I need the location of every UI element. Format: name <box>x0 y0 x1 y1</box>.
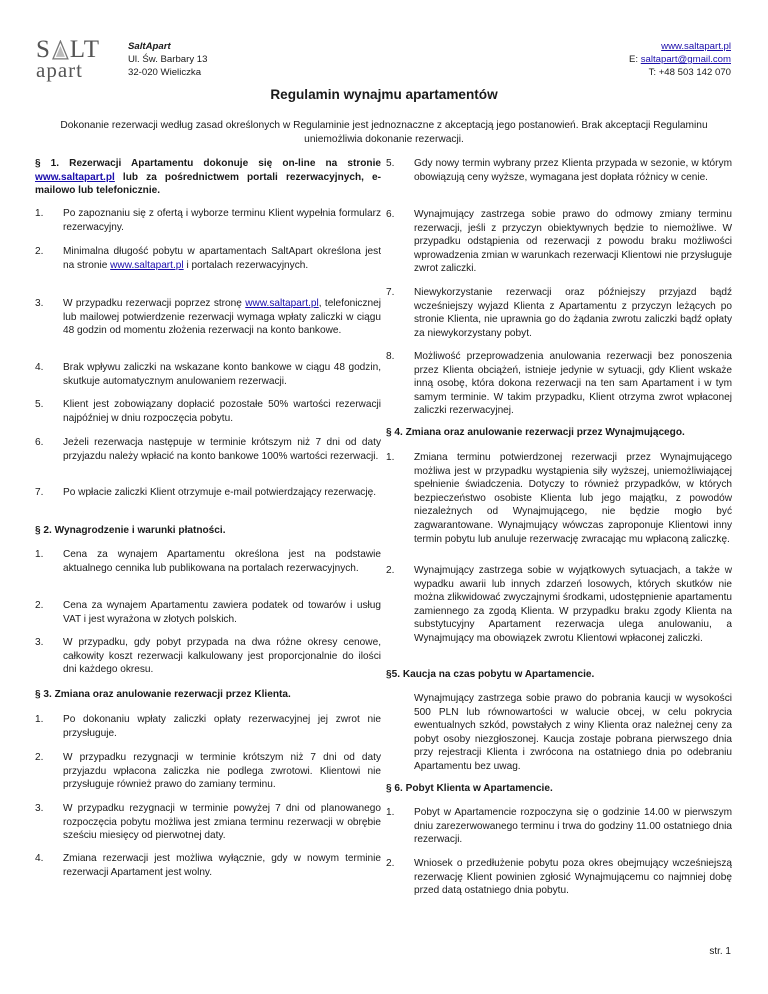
s4-item-2 <box>386 564 732 646</box>
item-text: Wynajmujący zastrzega sobie w wyjątkowych sytuacjach, a także w wypadku awarii lub innych zdarzeń losowych, których skutków nie można zlikwidować zwyczajnymi środkami, udostępnienie apartamentu zamiennego za zgodą Klienta. W przypadku braku zgody Klienta na substytucyjny Apartament rezerwacja ulega anulowaniu, a Wynajmujący ma obowiązek zwrotu Klientowi wpłaconej zaliczki. <box>414 565 732 644</box>
item-number: 3. <box>35 298 44 309</box>
s3-item-4 <box>35 852 381 879</box>
section-5-paragraph: Wynajmujący zastrzega sobie prawo do pobrania kaucji w wysokości 500 PLN lub równowartości w walucie obcej, w celu pokrycia ewentualnych szkód, powstałych z winy Klienta oraz należnej ceny za pobyt osoby niezgłoszonej. Kaucja zostaje pobrana pierwszego dnia przy rejestracji Klienta i zwrócona na ostatniego dnia po odebraniu Apartamentu bez uwag. <box>414 693 732 772</box>
s1-item-5 <box>35 398 381 425</box>
item-text: Zmiana rezerwacji jest możliwa wyłącznie, gdy w nowym terminie rezerwacji Apartament jest wolny. <box>63 853 381 878</box>
s1-item-2 <box>35 245 381 272</box>
s2-item-1 <box>35 548 381 575</box>
item-text <box>63 297 381 338</box>
section-1-heading <box>35 157 381 198</box>
logo-text-lt: LT <box>69 36 100 63</box>
s1-item-3-website-link[interactable]: www.saltapart.pl <box>245 298 319 309</box>
item-number: 6. <box>386 209 395 220</box>
item-number: 1. <box>35 714 44 725</box>
s4-item-1 <box>386 451 732 546</box>
item-text: Możliwość przeprowadzenia anulowania rezerwacji bez ponoszenia przez Klienta obciążeń, istnieje jedynie w sytuacji, gdy Klient wskaże inną osobę, która dokona rezerwacji na ten sam Apartament i w tym samym terminie. W takim przypadku, Klient otrzyma zwrot wpłaconej zaliczki rezerwacyjnej. <box>414 351 732 417</box>
item-text: Klient jest zobowiązany dopłacić pozostałe 50% wartości rezerwacji najpóźniej w dniu rozpoczęcia pobytu. <box>63 399 381 424</box>
s3-item-2 <box>35 751 381 792</box>
company-address <box>128 40 207 79</box>
s3-item-3 <box>35 802 381 843</box>
item-text: W przypadku, gdy pobyt przypada na dwa różne okresy cenowe, całkowity koszt rezerwacji kalkulowany jest proporcjonalnie do ilości dni każdego okresu. <box>63 637 381 676</box>
s1-item-7 <box>35 486 381 500</box>
item-number: 1. <box>35 549 44 560</box>
intro-paragraph: Dokonanie rezerwacji według zasad określonych w Regulaminie jest jednoznaczne z akceptacją jego postanowień. Brak akceptacji Regulaminu uniemożliwia dokonanie rezerwacji. <box>60 120 708 145</box>
item-text-part: , telefonicznej lub mailowej potwierdzenie rezerwacji wymaga wpłaty zaliczki w ciągu 48 godzin od momentu złożenia rezerwacji na konto bankowe. <box>63 298 381 337</box>
item-number: 6. <box>35 437 44 448</box>
item-text: Cena za wynajem Apartamentu określona jest na podstawie aktualnego cennika lub publikowana na portalach rezerwacyjnych. <box>63 549 381 574</box>
section-4-heading: § 4. Zmiana oraz anulowanie rezerwacji przez Wynajmującego. <box>386 427 685 438</box>
s3-item-6 <box>386 208 732 276</box>
item-text: Po wpłacie zaliczki Klient otrzymuje e-mail potwierdzający rezerwację. <box>63 487 377 498</box>
email-line <box>629 53 731 66</box>
email-label: E: <box>629 54 641 65</box>
item-number: 3. <box>35 803 44 814</box>
item-text: Po zapoznaniu się z ofertą i wyborze terminu Klient wypełnia formularz rezerwacyjny. <box>63 208 381 233</box>
s6-item-2 <box>386 857 732 898</box>
document-title: Regulamin wynajmu apartamentów <box>270 87 498 102</box>
item-number: 5. <box>35 399 44 410</box>
item-text-part: i portalach rezerwacyjnych. <box>183 259 309 271</box>
s3-item-1 <box>35 713 381 740</box>
item-text: Wniosek o przedłużenie pobytu poza okres obejmujący wcześniejszą rezerwację Klient powinien zgłosić Wynajmującemu co najmniej dobę przed datą ostatniego dnia pobytu. <box>414 858 732 897</box>
s2-item-2 <box>35 599 381 626</box>
item-number: 1. <box>35 208 44 219</box>
s3-item-5 <box>386 157 732 184</box>
item-number: 8. <box>386 351 395 362</box>
item-text: Cena za wynajem Apartamentu zawiera podatek od towarów i usług VAT i jest wyrażona w złotych polskich. <box>63 600 381 625</box>
item-number: 4. <box>35 853 44 864</box>
item-number: 5. <box>386 158 395 169</box>
company-name: SaltApart <box>128 41 171 52</box>
phone-line: T: +48 503 142 070 <box>648 67 731 78</box>
s1-item-3 <box>35 297 381 338</box>
section-3-heading: § 3. Zmiana oraz anulowanie rezerwacji przez Klienta. <box>35 689 291 700</box>
email-link[interactable]: saltapart@gmail.com <box>640 54 731 65</box>
address-line-2: 32-020 Wieliczka <box>128 67 202 78</box>
page-number: str. 1 <box>709 946 731 957</box>
item-text: W przypadku rezygnacji w terminie powyżej 7 dni od planowanego rozpoczęcia pobytu możliwa jest zmiana terminu rezerwacji w obrębie sześciu miesięcy od pierwotnej daty. <box>63 803 381 842</box>
section-1-website-link[interactable]: www.saltapart.pl <box>35 171 115 183</box>
item-number: 7. <box>35 487 44 498</box>
s1-item-2-website-link[interactable]: www.saltapart.pl <box>110 259 184 271</box>
item-number: 2. <box>35 752 44 763</box>
section-5-heading: §5. Kaucja na czas pobytu w Apartamencie. <box>386 669 595 680</box>
s1-item-6 <box>35 436 381 463</box>
logo-bottom-line: apart <box>36 58 83 82</box>
logo-text-s: S <box>36 36 51 63</box>
section-2-heading: § 2. Wynagrodzenie i warunki płatności. <box>35 525 226 536</box>
item-text: Pobyt w Apartamencie rozpoczyna się o godzinie 14.00 w pierwszym dniu zarezerwowanego terminu i trwa do godziny 11.00 ostatniego dnia rezerwacji. <box>414 807 732 846</box>
section-1-heading-text: § 1. Rezerwacji Apartamentu dokonuje się on-line na stronie <box>35 158 381 169</box>
item-text-part: Minimalna długość pobytu w apartamentach SaltApart określona jest na stronie <box>63 246 381 271</box>
s3-item-8 <box>386 350 732 418</box>
item-number: 7. <box>386 287 395 298</box>
section-1-heading-tail: lub za pośrednictwem portali rezerwacyjnych, e-mailowo lub telefonicznie. <box>35 171 381 197</box>
item-text: Brak wpływu zaliczki na wskazane konto bankowe w ciągu 48 godzin, skutkuje automatycznym anulowaniem rezerwacji. <box>63 362 381 387</box>
s3-item-7 <box>386 286 732 340</box>
item-text <box>63 245 381 272</box>
item-number: 1. <box>386 807 395 818</box>
item-text: Po dokonaniu wpłaty zaliczki opłaty rezerwacyjnej jej zwrot nie przysługuje. <box>63 714 381 739</box>
item-text: Niewykorzystanie rezerwacji oraz późniejszy przyjazd bądź wcześniejszy wyjazd Klienta z Apartamentu z przyczyn leżących po stronie Klienta, nie uprawnia go do żądania zwrotu zaliczki bądź opłaty za niewykorzystany pobyt. <box>414 287 732 339</box>
item-number: 2. <box>386 858 395 869</box>
s6-item-1 <box>386 806 732 847</box>
item-text: W przypadku rezygnacji w terminie krótszym niż 7 dni od daty przyjazdu wpłacona zaliczka nie podlega zwrotowi. Klientowi nie przysługuje również prawo do zamiany terminu. <box>63 752 381 791</box>
item-text-part: W przypadku rezerwacji poprzez stronę <box>63 298 246 309</box>
item-text: Zmiana terminu potwierdzonej rezerwacji przez Wynajmującego możliwa jest w przypadku wystąpienia siły wyższej, uniemożliwiającej spełnienie świadczenia. Dotyczy to również przypadków, w których bezpieczeństwo osobiste Klienta lub jego majątku, z powodów niezależnych od Wynajmującego, nie będzie mogło być zagwarantowane. Wynajmujący wówczas zaproponuje Klientowi inny termin pobytu lub anuluje rezerwację zwracając mu wpłaconą zaliczkę. <box>414 452 732 545</box>
item-number: 1. <box>386 452 395 463</box>
contact-info <box>629 40 731 79</box>
item-number: 2. <box>386 565 395 576</box>
website-link[interactable]: www.saltapart.pl <box>661 41 731 52</box>
item-text: Gdy nowy termin wybrany przez Klienta przypada w sezonie, w którym obowiązują ceny wyższe, wymagana jest dopłata różnicy w cenie. <box>414 158 732 183</box>
section-6-heading: § 6. Pobyt Klienta w Apartamencie. <box>386 783 553 794</box>
s1-item-1 <box>35 207 381 234</box>
s2-item-3 <box>35 636 381 677</box>
item-number: 4. <box>35 362 44 373</box>
item-number: 2. <box>35 600 44 611</box>
address-line-1: Ul. Św. Barbary 13 <box>128 54 208 65</box>
item-number: 3. <box>35 637 44 648</box>
salt-crystal-icon <box>52 40 69 60</box>
item-number: 2. <box>35 246 44 257</box>
item-text: Wynajmujący zastrzega sobie prawo do odmowy zmiany terminu rezerwacji, jeśli z przyczyn obiektywnych będzie to niemożliwe. W przypadku odstąpienia od rezerwacji z powodu braku możliwości wprowadzenia zmian w warunkach rezerwacji Klientowi nie przysługuje zwrot zaliczki. <box>414 209 732 275</box>
saltapart-logo <box>36 36 100 82</box>
s1-item-4 <box>35 361 381 388</box>
item-text: Jeżeli rezerwacja następuje w terminie krótszym niż 7 dni od daty przyjazdu należy wpłacić na konto bankowe 100% wartości rezerwacji. <box>63 437 381 462</box>
